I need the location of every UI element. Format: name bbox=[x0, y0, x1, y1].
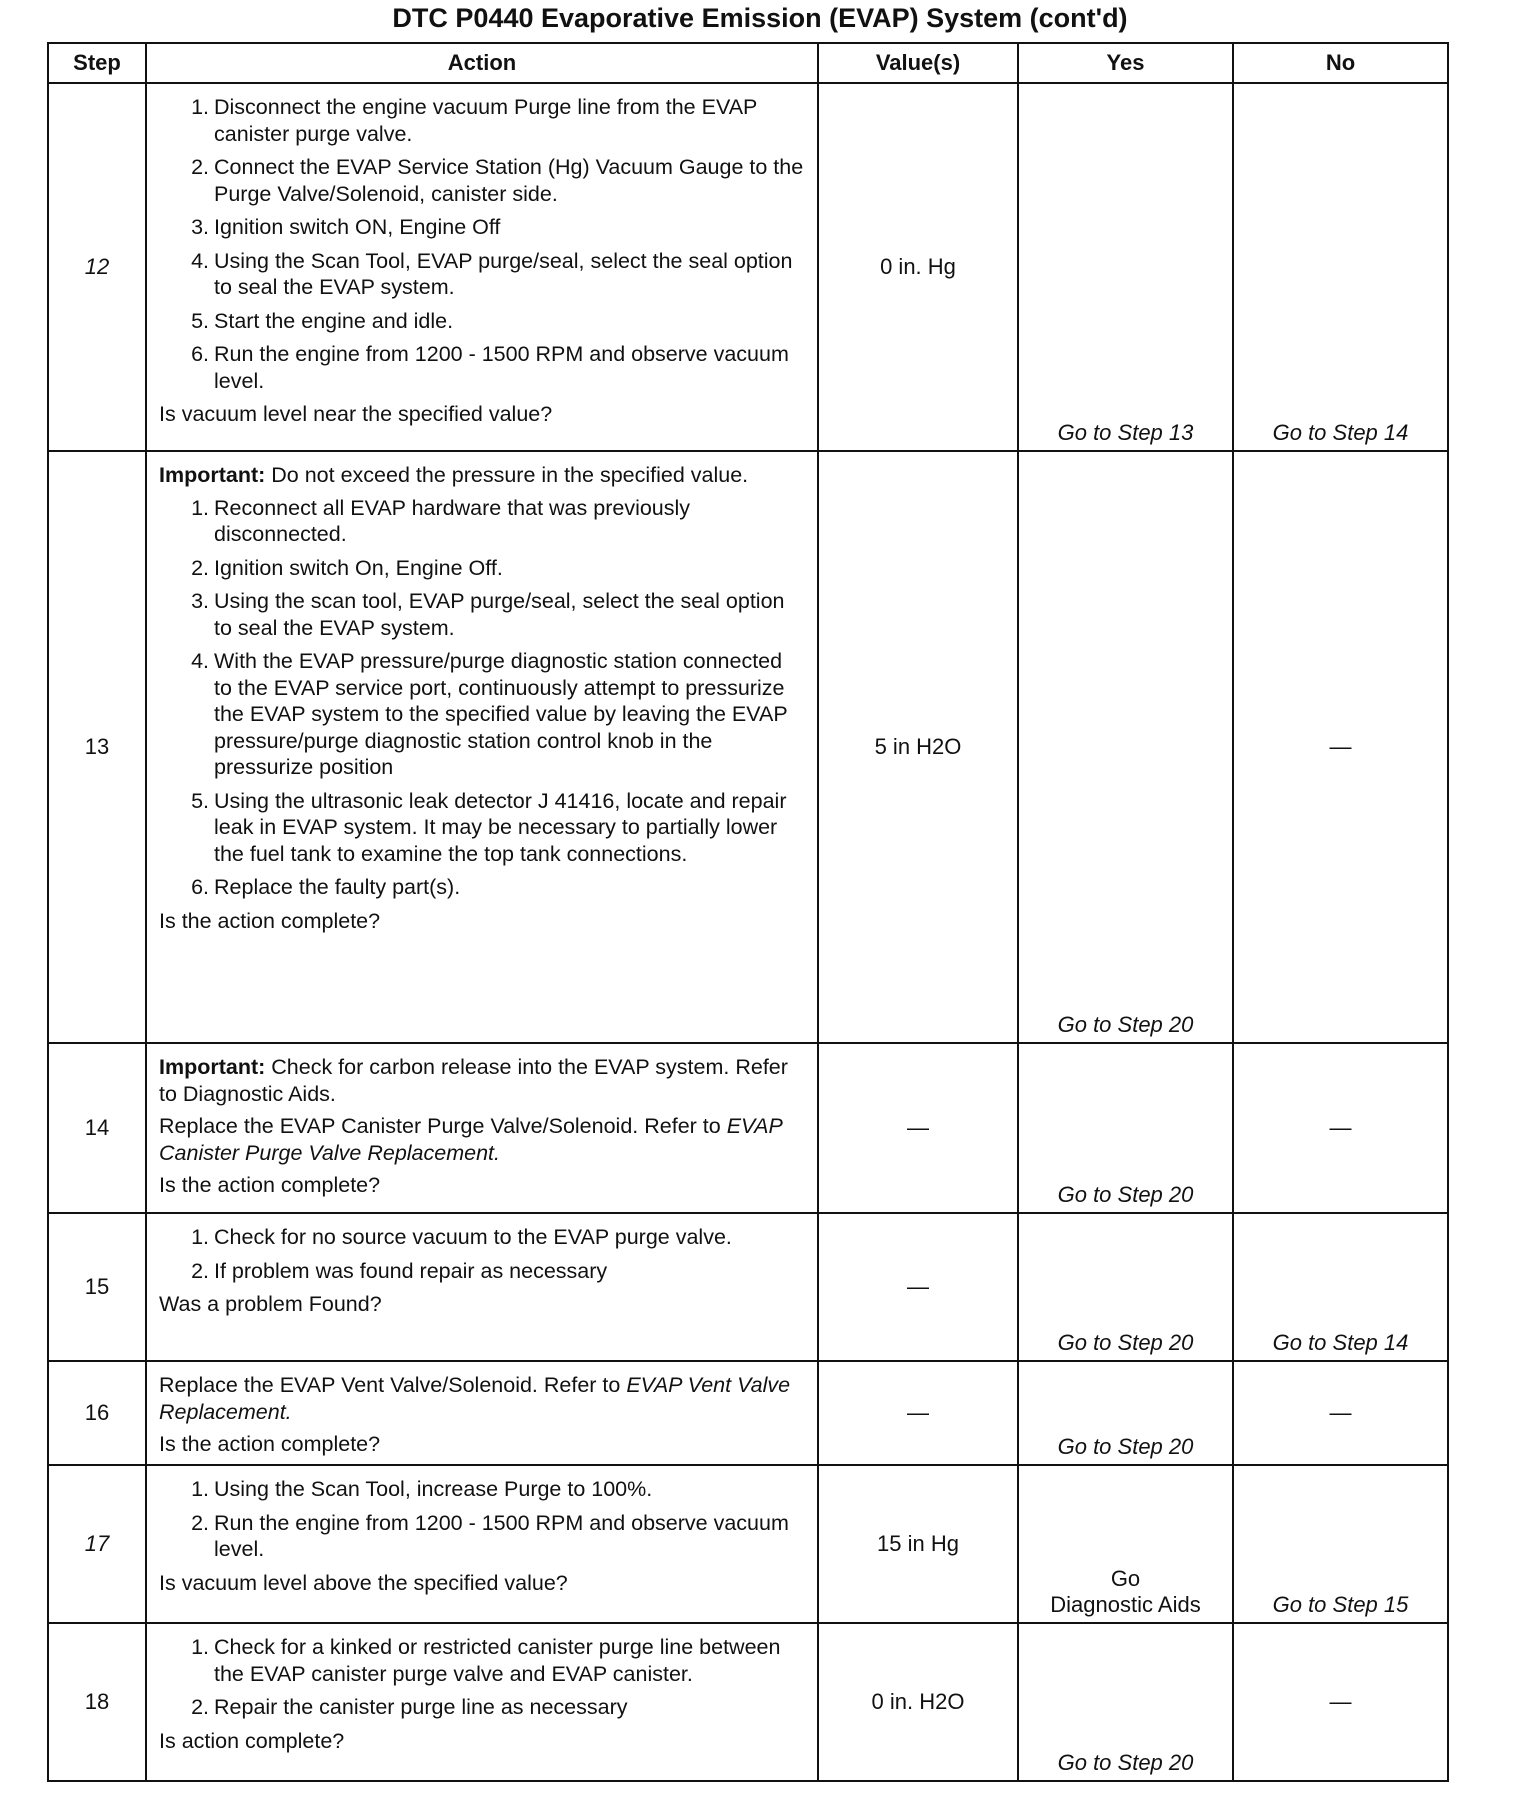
item-text: Connect the EVAP Service Station (Hg) Vacuum Gauge to the Purge Valve/Solenoid, canister side. bbox=[214, 155, 804, 206]
item-number: 2. bbox=[191, 1258, 209, 1283]
item-number: 2. bbox=[191, 155, 209, 179]
item-text: Ignition switch On, Engine Off. bbox=[214, 555, 503, 580]
item-number: 1. bbox=[191, 1635, 209, 1659]
no-cell: Go to Step 15 bbox=[1233, 1465, 1448, 1623]
important-label: Important: bbox=[159, 1055, 266, 1079]
item-text: Start the engine and idle. bbox=[214, 308, 454, 333]
list-item bbox=[159, 555, 805, 582]
table-row bbox=[48, 1465, 1448, 1623]
list-item bbox=[159, 1510, 805, 1563]
list-item bbox=[159, 788, 805, 868]
important-text: Do not exceed the pressure in the specified value. bbox=[265, 463, 749, 487]
question: Is vacuum level near the specified value? bbox=[159, 402, 553, 426]
list-item bbox=[159, 94, 805, 147]
step-list bbox=[159, 1634, 805, 1721]
header-step: Step bbox=[48, 43, 146, 83]
item-number: 6. bbox=[191, 342, 209, 366]
no-cell: Go to Step 14 bbox=[1233, 83, 1448, 451]
yes-cell: Go to Step 20 bbox=[1018, 1213, 1233, 1361]
action-line bbox=[159, 1372, 805, 1425]
item-number: 5. bbox=[191, 308, 209, 333]
item-text: Using the scan tool, EVAP purge/seal, select the seal option to seal the EVAP system. bbox=[214, 589, 785, 640]
list-item bbox=[159, 154, 805, 207]
list-item bbox=[159, 1694, 805, 1721]
item-number: 1. bbox=[191, 495, 209, 520]
step-number: 14 bbox=[48, 1043, 146, 1213]
step-list bbox=[159, 495, 805, 901]
item-text: Replace the faulty part(s). bbox=[214, 875, 461, 899]
action-text: Replace the EVAP Vent Valve/Solenoid. Refer to bbox=[159, 1373, 627, 1397]
list-item bbox=[159, 1634, 805, 1687]
item-text: Check for a kinked or restricted canister purge line between the EVAP canister purge valve and EVAP canister. bbox=[214, 1635, 781, 1686]
reference-link: EVAP Canister Purge Valve Replacement. bbox=[159, 1114, 783, 1165]
list-item bbox=[159, 495, 805, 548]
item-text: With the EVAP pressure/purge diagnostic station connected to the EVAP service port, continuously attempt to pressurize the EVAP system to the specified value by leaving the EVAP pressure/purge diagnostic station control knob in the pressurize position bbox=[214, 649, 788, 779]
table-row bbox=[48, 1043, 1448, 1213]
question: Is vacuum level above the specified value? bbox=[159, 1570, 568, 1595]
header-values: Value(s) bbox=[818, 43, 1018, 83]
step-number: 13 bbox=[48, 451, 146, 1043]
reference-link: EVAP Vent Valve Replacement. bbox=[159, 1373, 791, 1424]
question: Is the action complete? bbox=[159, 908, 381, 933]
item-text: Repair the canister purge line as necessary bbox=[214, 1695, 628, 1719]
action-cell bbox=[146, 1623, 818, 1781]
item-text: Disconnect the engine vacuum Purge line from the EVAP canister purge valve. bbox=[214, 95, 757, 146]
yes-cell: Go to Step 13 bbox=[1018, 83, 1233, 451]
item-number: 4. bbox=[191, 248, 209, 273]
important-note bbox=[159, 462, 805, 489]
item-number: 3. bbox=[191, 589, 209, 613]
value-cell: — bbox=[818, 1361, 1018, 1465]
item-text: Using the Scan Tool, EVAP purge/seal, select the seal option to seal the EVAP system. bbox=[214, 248, 793, 299]
item-number: 1. bbox=[191, 95, 209, 119]
action-cell bbox=[146, 1043, 818, 1213]
list-item bbox=[159, 214, 805, 241]
step-number: 12 bbox=[48, 83, 146, 451]
no-cell: — bbox=[1233, 1623, 1448, 1781]
list-item bbox=[159, 248, 805, 301]
no-cell: — bbox=[1233, 451, 1448, 1043]
item-text: Ignition switch ON, Engine Off bbox=[214, 215, 501, 239]
step-number: 18 bbox=[48, 1623, 146, 1781]
list-item bbox=[159, 588, 805, 641]
diagnostic-table bbox=[47, 42, 1449, 1782]
item-text: Run the engine from 1200 - 1500 RPM and observe vacuum level. bbox=[214, 342, 789, 393]
table-row bbox=[48, 1361, 1448, 1465]
yes-cell: Go to Step 20 bbox=[1018, 1043, 1233, 1213]
value-cell: 0 in. H2O bbox=[818, 1623, 1018, 1781]
item-text: Reconnect all EVAP hardware that was previously disconnected. bbox=[214, 495, 691, 546]
item-text: Using the ultrasonic leak detector J 41416, locate and repair leak in EVAP system. It may be necessary to partially lower the fuel tank to examine the top tank connections. bbox=[214, 788, 787, 866]
item-number: 2. bbox=[191, 555, 209, 580]
yes-cell: Go to Step 20 bbox=[1018, 1361, 1233, 1465]
yes-line-1: Go bbox=[1110, 1566, 1141, 1591]
yes-line-2: Diagnostic Aids bbox=[1050, 1592, 1201, 1617]
header-yes: Yes bbox=[1018, 43, 1233, 83]
no-cell: — bbox=[1233, 1361, 1448, 1465]
step-list bbox=[159, 1224, 805, 1284]
action-line bbox=[159, 1113, 805, 1166]
list-item bbox=[159, 341, 805, 394]
yes-cell: Go to Step 20 bbox=[1018, 1623, 1233, 1781]
list-item bbox=[159, 1476, 805, 1503]
yes-cell: Go to Step 20 bbox=[1018, 451, 1233, 1043]
value-cell: 5 in H2O bbox=[818, 451, 1018, 1043]
table-header-row bbox=[48, 43, 1448, 83]
item-text: Run the engine from 1200 - 1500 RPM and observe vacuum level. bbox=[214, 1510, 789, 1561]
action-text: Replace the EVAP Canister Purge Valve/Solenoid. Refer to bbox=[159, 1114, 727, 1138]
item-number: 1. bbox=[191, 1477, 209, 1501]
item-number: 5. bbox=[191, 788, 209, 813]
action-cell bbox=[146, 1361, 818, 1465]
no-cell: Go to Step 14 bbox=[1233, 1213, 1448, 1361]
item-number: 2. bbox=[191, 1695, 209, 1719]
item-number: 3. bbox=[191, 215, 209, 239]
value-cell: 15 in Hg bbox=[818, 1465, 1018, 1623]
step-list bbox=[159, 1476, 805, 1563]
table-row bbox=[48, 1623, 1448, 1781]
action-cell bbox=[146, 451, 818, 1043]
list-item bbox=[159, 1258, 805, 1285]
step-number: 16 bbox=[48, 1361, 146, 1465]
header-action: Action bbox=[146, 43, 818, 83]
action-cell bbox=[146, 83, 818, 451]
question: Is the action complete? bbox=[159, 1173, 381, 1197]
important-label: Important: bbox=[159, 463, 266, 487]
header-no: No bbox=[1233, 43, 1448, 83]
item-number: 4. bbox=[191, 649, 209, 673]
table-row bbox=[48, 83, 1448, 451]
important-text: Check for carbon release into the EVAP system. Refer to Diagnostic Aids. bbox=[159, 1055, 788, 1106]
item-number: 6. bbox=[191, 875, 209, 899]
item-number: 1. bbox=[191, 1225, 209, 1249]
question: Is action complete? bbox=[159, 1728, 345, 1753]
table-row bbox=[48, 451, 1448, 1043]
list-item bbox=[159, 648, 805, 781]
list-item bbox=[159, 308, 805, 335]
step-number: 15 bbox=[48, 1213, 146, 1361]
item-text: If problem was found repair as necessary bbox=[214, 1258, 608, 1283]
item-number: 2. bbox=[191, 1510, 209, 1535]
value-cell: — bbox=[818, 1213, 1018, 1361]
question: Was a problem Found? bbox=[159, 1292, 382, 1316]
question: Is the action complete? bbox=[159, 1432, 381, 1456]
list-item bbox=[159, 1224, 805, 1251]
value-cell: 0 in. Hg bbox=[818, 83, 1018, 451]
page-title: DTC P0440 Evaporative Emission (EVAP) System (cont'd) bbox=[392, 3, 1128, 33]
item-text: Using the Scan Tool, increase Purge to 100%. bbox=[214, 1477, 653, 1501]
item-text: Check for no source vacuum to the EVAP purge valve. bbox=[214, 1225, 732, 1249]
no-cell: — bbox=[1233, 1043, 1448, 1213]
action-cell bbox=[146, 1465, 818, 1623]
step-number: 17 bbox=[48, 1465, 146, 1623]
list-item bbox=[159, 874, 805, 901]
step-list bbox=[159, 94, 805, 394]
table-row bbox=[48, 1213, 1448, 1361]
important-note bbox=[159, 1054, 805, 1107]
yes-cell bbox=[1018, 1465, 1233, 1623]
action-cell bbox=[146, 1213, 818, 1361]
value-cell: — bbox=[818, 1043, 1018, 1213]
